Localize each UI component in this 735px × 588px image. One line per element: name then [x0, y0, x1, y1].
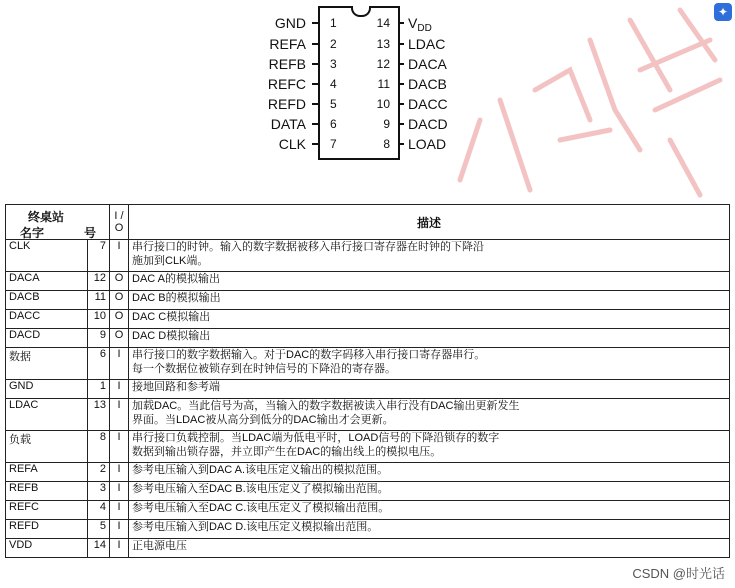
pin-right-5	[318, 94, 498, 114]
cell-name: CLK	[6, 240, 88, 272]
pin-name: DACB	[408, 76, 447, 92]
pin-stub	[398, 63, 404, 65]
cell-io: I	[110, 501, 129, 520]
cell-name: VDD	[6, 539, 88, 558]
pin-name: REFC	[267, 76, 306, 92]
header-name-label: 名字	[20, 226, 45, 240]
table-row	[6, 291, 730, 310]
pin-right-6	[318, 114, 498, 134]
cell-io: I	[110, 380, 129, 399]
pin-name: LOAD	[408, 136, 447, 152]
cell-io: I	[110, 348, 129, 380]
pin-number: 10	[376, 97, 390, 111]
table-row	[6, 431, 730, 463]
description-line: 参考电压输入到DAC A.该电压定义输出的模拟范围。	[132, 464, 389, 476]
cell-io: I	[110, 240, 129, 272]
cell-number: 5	[88, 520, 110, 539]
cell-io: O	[110, 310, 129, 329]
cell-description	[129, 399, 730, 431]
header-description: 描述	[129, 205, 730, 240]
table-row	[6, 380, 730, 399]
pin-stub	[398, 22, 404, 24]
app-logo-icon: ✦	[714, 3, 732, 21]
cell-number: 9	[88, 329, 110, 348]
pin-right-7	[318, 134, 498, 154]
description-line: 参考电压输入至DAC C.该电压定义了模拟输出范围。	[132, 502, 390, 514]
cell-io: I	[110, 431, 129, 463]
pin-name: DACD	[408, 116, 448, 132]
description-line: 串行接口负载控制。当LDAC端为低电平时，LOAD信号的下降沿锁存的数字	[132, 432, 500, 444]
table-row	[6, 348, 730, 380]
pin-number: 5	[330, 97, 337, 111]
cell-name: DACB	[6, 291, 88, 310]
pin-right-1	[318, 13, 498, 33]
table-row	[6, 501, 730, 520]
description-line: DAC A的模拟输出	[132, 273, 221, 285]
cell-description	[129, 482, 730, 501]
description-line: 参考电压输入至DAC B.该电压定义了模拟输出范围。	[132, 483, 389, 495]
terminal-functions-table	[5, 204, 730, 558]
cell-number: 13	[88, 399, 110, 431]
cell-description	[129, 380, 730, 399]
header-terminal	[6, 205, 110, 240]
pin-name: REFD	[267, 96, 306, 112]
pin-name: DACC	[408, 96, 448, 112]
header-terminal-label: 终桌站	[28, 210, 65, 224]
pin-right-4	[318, 74, 498, 94]
cell-name: DACD	[6, 329, 88, 348]
cell-number: 2	[88, 463, 110, 482]
cell-description	[129, 310, 730, 329]
pin-number: 12	[376, 57, 390, 71]
pin-name: DACA	[408, 56, 447, 72]
cell-io: O	[110, 329, 129, 348]
cell-number: 6	[88, 348, 110, 380]
csdn-watermark: CSDN @时光话	[632, 566, 725, 581]
cell-description	[129, 520, 730, 539]
table-row	[6, 310, 730, 329]
cell-io: I	[110, 399, 129, 431]
cell-description	[129, 431, 730, 463]
pin-stub	[398, 43, 404, 45]
description-line: 串行接口的时钟。输入的数字数据被移入串行接口寄存器在时钟的下降沿	[132, 241, 484, 253]
cell-io: I	[110, 539, 129, 558]
pin-name: $V_{DD}$	[408, 15, 432, 34]
description-line: 施加到CLK端。	[132, 255, 209, 267]
description-line: 每一个数据位被锁存到在时钟信号的下降沿的寄存器。	[132, 363, 396, 375]
pin-number: 13	[376, 37, 390, 51]
pin-stub	[398, 143, 404, 145]
description-line: 正电源电压	[132, 540, 187, 552]
table-row	[6, 520, 730, 539]
cell-description	[129, 539, 730, 558]
table-header-row	[6, 205, 730, 240]
pin-stub	[398, 103, 404, 105]
cell-number: 8	[88, 431, 110, 463]
table-row	[6, 329, 730, 348]
description-line: DAC C模拟输出	[132, 311, 211, 323]
description-line: 界面。当LDAC被从高分到低分的DAC输出才会更新。	[132, 414, 394, 426]
pin-name: CLK	[278, 136, 306, 152]
cell-name: 数据	[6, 348, 88, 380]
cell-description	[129, 329, 730, 348]
cell-description	[129, 501, 730, 520]
table-row	[6, 482, 730, 501]
pin-name: DATA	[270, 116, 306, 132]
table-row	[6, 272, 730, 291]
cell-number: 4	[88, 501, 110, 520]
pin-number: 7	[330, 137, 337, 151]
pin-number: 8	[383, 137, 390, 151]
pin-name: REFB	[268, 56, 306, 72]
pin-name: LDAC	[408, 36, 446, 52]
pin-right-2	[318, 34, 498, 54]
pin-number: 1	[330, 16, 337, 30]
cell-io: I	[110, 520, 129, 539]
pin-number: 14	[376, 16, 390, 30]
pin-number: 3	[330, 57, 337, 71]
table-row	[6, 240, 730, 272]
pin-number: 9	[383, 117, 390, 131]
cell-number: 11	[88, 291, 110, 310]
description-line: 数据到输出锁存器，并立即产生在DAC的输出线上的模拟电压。	[132, 446, 442, 458]
cell-description	[129, 463, 730, 482]
cell-name: REFD	[6, 520, 88, 539]
pin-number: 2	[330, 37, 337, 51]
description-line: 串行接口的数字数据输入。对于DAC的数字码移入串行接口寄存器串行。	[132, 349, 486, 361]
cell-name: GND	[6, 380, 88, 399]
cell-number: 3	[88, 482, 110, 501]
description-line: DAC B的模拟输出	[132, 292, 221, 304]
table-row	[6, 539, 730, 558]
cell-name: DACC	[6, 310, 88, 329]
pin-name: GND	[274, 15, 306, 31]
cell-io: O	[110, 272, 129, 291]
description-line: 参考电压输入到DAC D.该电压定义模拟输出范围。	[132, 521, 379, 533]
cell-description	[129, 291, 730, 310]
cell-name: LDAC	[6, 399, 88, 431]
cell-name: 负载	[6, 431, 88, 463]
header-num-label: 号	[84, 226, 97, 240]
cell-name: DACA	[6, 272, 88, 291]
table-row	[6, 463, 730, 482]
cell-name: REFB	[6, 482, 88, 501]
description-line: DAC D模拟输出	[132, 330, 211, 342]
cell-name: REFA	[6, 463, 88, 482]
pin-name: REFA	[269, 36, 306, 52]
pin-stub	[398, 83, 404, 85]
description-line: 接地回路和参考端	[132, 381, 220, 393]
cell-number: 10	[88, 310, 110, 329]
cell-number: 1	[88, 380, 110, 399]
pin-right-3	[318, 54, 498, 74]
cell-name: REFC	[6, 501, 88, 520]
pin-number: 6	[330, 117, 337, 131]
cell-number: 12	[88, 272, 110, 291]
table-row	[6, 399, 730, 431]
description-line: 加载DAC。当此信号为高，当输入的数字数据被读入串行没有DAC输出更新发生	[132, 400, 520, 412]
cell-number: 7	[88, 240, 110, 272]
cell-io: I	[110, 463, 129, 482]
cell-description	[129, 272, 730, 291]
cell-number: 14	[88, 539, 110, 558]
cell-io: O	[110, 291, 129, 310]
cell-description	[129, 240, 730, 272]
pin-stub	[398, 123, 404, 125]
pin-number: 4	[330, 77, 337, 91]
cell-io: I	[110, 482, 129, 501]
pin-number: 11	[377, 77, 390, 91]
header-io: I / O	[110, 205, 129, 240]
cell-description	[129, 348, 730, 380]
